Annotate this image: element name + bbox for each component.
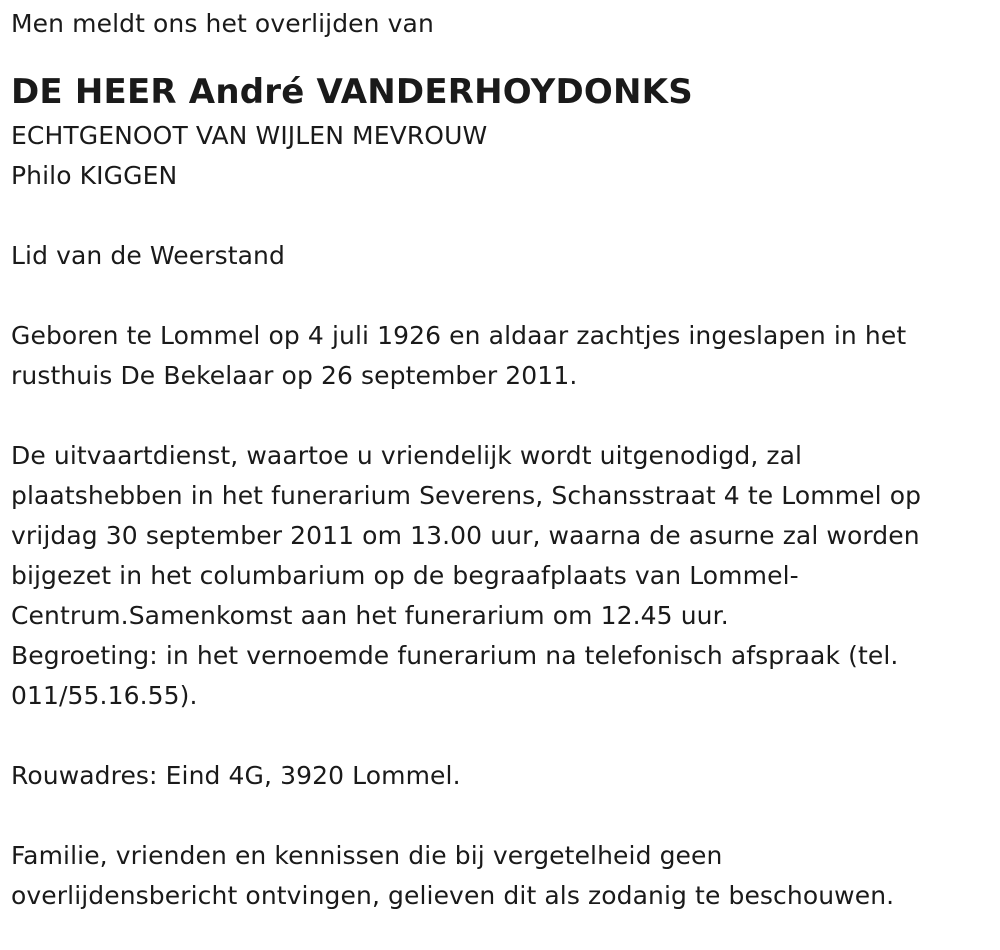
closing-line-1: Familie, vrienden en kennissen die bij vergetelheid geen [11, 841, 723, 870]
service-line-4: bijgezet in het columbarium op de begraafplaats van Lommel- [11, 561, 799, 590]
mourning-address: Rouwadres: Eind 4G, 3920 Lommel. [11, 761, 461, 790]
service-line-2: plaatshebben in het funerarium Severens, Schansstraat 4 te Lommel op [11, 481, 922, 510]
spacer [11, 716, 1000, 756]
intro-text: Men meldt ons het overlijden van [11, 9, 434, 38]
membership-text: Lid van de Weerstand [11, 241, 285, 270]
spacer [11, 396, 1000, 436]
spouse-line-2: Philo KIGGEN [11, 161, 178, 190]
service-line-6: Begroeting: in het vernoemde funerarium na telefonisch afspraak (tel. [11, 641, 899, 670]
spacer [11, 276, 1000, 316]
service-line-7: 011/55.16.55). [11, 681, 198, 710]
deceased-name: DE HEER André VANDERHOYDONKS [11, 72, 693, 112]
service-line-3: vrijdag 30 september 2011 om 13.00 uur, waarna de asurne zal worden [11, 521, 920, 550]
closing-line-2: overlijdensbericht ontvingen, gelieven dit als zodanig te beschouwen. [11, 881, 895, 910]
spacer [11, 196, 1000, 236]
birth-death-line-1: Geboren te Lommel op 4 juli 1926 en aldaar zachtjes ingeslapen in het [11, 321, 907, 350]
service-line-5: Centrum.Samenkomst aan het funerarium om 12.45 uur. [11, 601, 729, 630]
birth-death-line-2: rusthuis De Bekelaar op 26 september 2011. [11, 361, 578, 390]
spouse-line-1: ECHTGENOOT VAN WIJLEN MEVROUW [11, 121, 488, 150]
spacer [11, 796, 1000, 836]
service-line-1: De uitvaartdienst, waartoe u vriendelijk wordt uitgenodigd, zal [11, 441, 803, 470]
